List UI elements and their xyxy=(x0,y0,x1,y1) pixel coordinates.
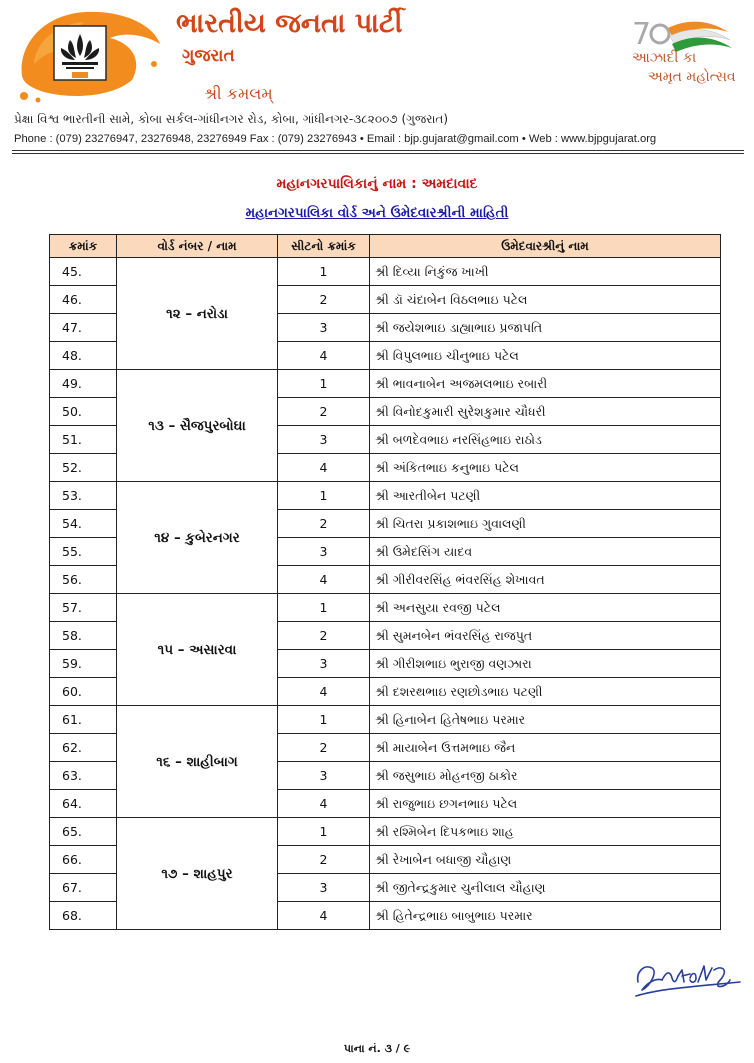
candidate-name: શ્રી વિનોદકુમારી સુરેશકુમાર ચૌધરી xyxy=(370,398,721,426)
seat-number: 2 xyxy=(278,510,370,538)
seat-number: 3 xyxy=(278,650,370,678)
candidate-name: શ્રી રેખાબેન બધાજી ચૌહાણ xyxy=(370,846,721,874)
candidate-name: શ્રી સુમનબેન ભંવરસિંહ રાજપુત xyxy=(370,622,721,650)
page-number: પાના નં. ૩ / ૯ xyxy=(343,1042,411,1055)
serial-number: 62. xyxy=(50,734,117,762)
seat-number: 1 xyxy=(278,370,370,398)
column-header-serial: ક્રમાંક xyxy=(50,235,117,258)
serial-number: 59. xyxy=(50,650,117,678)
bjp-lotus-logo xyxy=(14,4,164,104)
table-row xyxy=(50,594,721,622)
office-address: પ્રેક્ષા વિશ્વ ભારતીની સામે, કોબા સર્કલ-ગાંધીનગર રોડ, કોબા, ગાંધીનગર-૩૮૨૦૦૭ (ગુજરાત) xyxy=(14,112,449,126)
seat-number: 2 xyxy=(278,286,370,314)
serial-number: 68. xyxy=(50,902,117,930)
candidate-name: શ્રી આરતીબેન પટણી xyxy=(370,482,721,510)
candidate-name: શ્રી રશ્મિબેન દિપકભાઇ શાહ xyxy=(370,818,721,846)
table-row xyxy=(50,706,721,734)
serial-number: 47. xyxy=(50,314,117,342)
seat-number: 2 xyxy=(278,398,370,426)
party-state: ગુજરાત xyxy=(182,46,235,66)
serial-number: 56. xyxy=(50,566,117,594)
candidate-name: શ્રી દિવ્યા નિકુંજ ખાખી xyxy=(370,258,721,286)
serial-number: 61. xyxy=(50,706,117,734)
ward-name: ૧૫ – અસારવા xyxy=(117,594,278,706)
table-header-row xyxy=(50,235,721,258)
serial-number: 57. xyxy=(50,594,117,622)
svg-text:7: 7 xyxy=(632,17,652,52)
corporation-heading: મહાનગરપાલિકાનું નામ : અમદાવાદ xyxy=(276,176,478,192)
serial-number: 46. xyxy=(50,286,117,314)
seat-number: 2 xyxy=(278,622,370,650)
serial-number: 45. xyxy=(50,258,117,286)
ward-name: ૧૬ – શાહીબાગ xyxy=(117,706,278,818)
contact-details: Phone : (079) 23276947, 23276948, 23276949 Fax : (079) 23276943 • Email : bjp.gujarat@gmail.com • Web : www.bjpgujarat.org xyxy=(14,133,657,145)
candidates-table xyxy=(49,234,721,930)
seat-number: 3 xyxy=(278,426,370,454)
serial-number: 54. xyxy=(50,510,117,538)
handwritten-signature xyxy=(632,952,744,1002)
seat-number: 1 xyxy=(278,818,370,846)
seat-number: 4 xyxy=(278,790,370,818)
serial-number: 55. xyxy=(50,538,117,566)
candidate-name: શ્રી ગીરીશભાઇ ભુરાજી વણઝારા xyxy=(370,650,721,678)
seat-number: 3 xyxy=(278,538,370,566)
ward-name: ૧૨ – નરોડા xyxy=(117,258,278,370)
candidate-name: શ્રી ઉમેદસિંગ યાદવ xyxy=(370,538,721,566)
table-row xyxy=(50,370,721,398)
table-row xyxy=(50,258,721,286)
seat-number: 2 xyxy=(278,846,370,874)
seat-number: 4 xyxy=(278,902,370,930)
candidate-name: શ્રી જયેશભાઇ ડાહ્યાભાઇ પ્રજાપતિ xyxy=(370,314,721,342)
seat-number: 3 xyxy=(278,314,370,342)
azadi-text-line2: અમૃત મહોત્સવ xyxy=(648,69,736,85)
seat-number: 1 xyxy=(278,594,370,622)
serial-number: 67. xyxy=(50,874,117,902)
serial-number: 49. xyxy=(50,370,117,398)
table-row xyxy=(50,818,721,846)
candidate-name: શ્રી હિતેન્દ્રભાઇ બાબુભાઇ પરમાર xyxy=(370,902,721,930)
seat-number: 4 xyxy=(278,342,370,370)
column-header-seat: સીટનો ક્રમાંક xyxy=(278,235,370,258)
azadi-text-line1: આઝાદી કા xyxy=(632,50,697,66)
candidate-name: શ્રી જસુભાઇ મોહનજી ઠાકોર xyxy=(370,762,721,790)
candidate-name: શ્રી રાજુભાઇ છગનભાઇ પટેલ xyxy=(370,790,721,818)
serial-number: 66. xyxy=(50,846,117,874)
table-subtitle: મહાનગરપાલિકા વોર્ડ અને ઉમેદવારશ્રીની માહિતી xyxy=(245,205,509,221)
ward-name: ૧૭ – શાહપુર xyxy=(117,818,278,930)
column-header-candidate: ઉમેદવારશ્રીનું નામ xyxy=(370,235,721,258)
candidate-name: શ્રી અનસુયા રવજી પટેલ xyxy=(370,594,721,622)
seat-number: 3 xyxy=(278,874,370,902)
ward-name: ૧૪ – કુબેરનગર xyxy=(117,482,278,594)
candidate-name: શ્રી ડૉ ચંદાબેન વિઠલભાઇ પટેલ xyxy=(370,286,721,314)
party-office-name: શ્રી કમલમ્ xyxy=(204,84,273,103)
candidate-name: શ્રી જીતેન્દ્રકુમાર ચુનીલાલ ચૌહાણ xyxy=(370,874,721,902)
candidate-name: શ્રી ગીરીવરસિંહ ભંવરસિંહ શેખાવત xyxy=(370,566,721,594)
serial-number: 48. xyxy=(50,342,117,370)
header-divider xyxy=(12,153,744,154)
seat-number: 1 xyxy=(278,482,370,510)
seat-number: 4 xyxy=(278,566,370,594)
seat-number: 3 xyxy=(278,762,370,790)
serial-number: 60. xyxy=(50,678,117,706)
ward-name: ૧૩ – સૈજપુરબોઘા xyxy=(117,370,278,482)
candidate-name: શ્રી માયાબેન ઉત્તમભાઇ જૈન xyxy=(370,734,721,762)
party-name: ભારતીય જનતા પાર્ટી xyxy=(176,8,403,39)
table-row xyxy=(50,482,721,510)
serial-number: 63. xyxy=(50,762,117,790)
candidate-name: શ્રી અંકિતભાઇ કનુભાઇ પટેલ xyxy=(370,454,721,482)
candidate-name: શ્રી વિપુલભાઇ ચીનુભાઇ પટેલ xyxy=(370,342,721,370)
candidate-name: શ્રી બળદેવભાઇ નરસિંહભાઇ રાઠોડ xyxy=(370,426,721,454)
candidate-name: શ્રી ભાવનાબેન અજમલભાઇ રબારી xyxy=(370,370,721,398)
serial-number: 58. xyxy=(50,622,117,650)
candidate-name: શ્રી દશરથભાઇ રણછોડભાઇ પટણી xyxy=(370,678,721,706)
header-divider xyxy=(12,150,744,151)
candidate-name: શ્રી ચિતરા પ્રકાશભાઇ ગુવાલણી xyxy=(370,510,721,538)
seat-number: 1 xyxy=(278,258,370,286)
serial-number: 53. xyxy=(50,482,117,510)
serial-number: 51. xyxy=(50,426,117,454)
seat-number: 4 xyxy=(278,678,370,706)
serial-number: 50. xyxy=(50,398,117,426)
serial-number: 52. xyxy=(50,454,117,482)
seat-number: 1 xyxy=(278,706,370,734)
candidate-name: શ્રી હિનાબેન હિતેષભાઇ પરમાર xyxy=(370,706,721,734)
serial-number: 65. xyxy=(50,818,117,846)
seat-number: 2 xyxy=(278,734,370,762)
serial-number: 64. xyxy=(50,790,117,818)
column-header-ward: વોર્ડ નંબર / નામ xyxy=(117,235,278,258)
seat-number: 4 xyxy=(278,454,370,482)
